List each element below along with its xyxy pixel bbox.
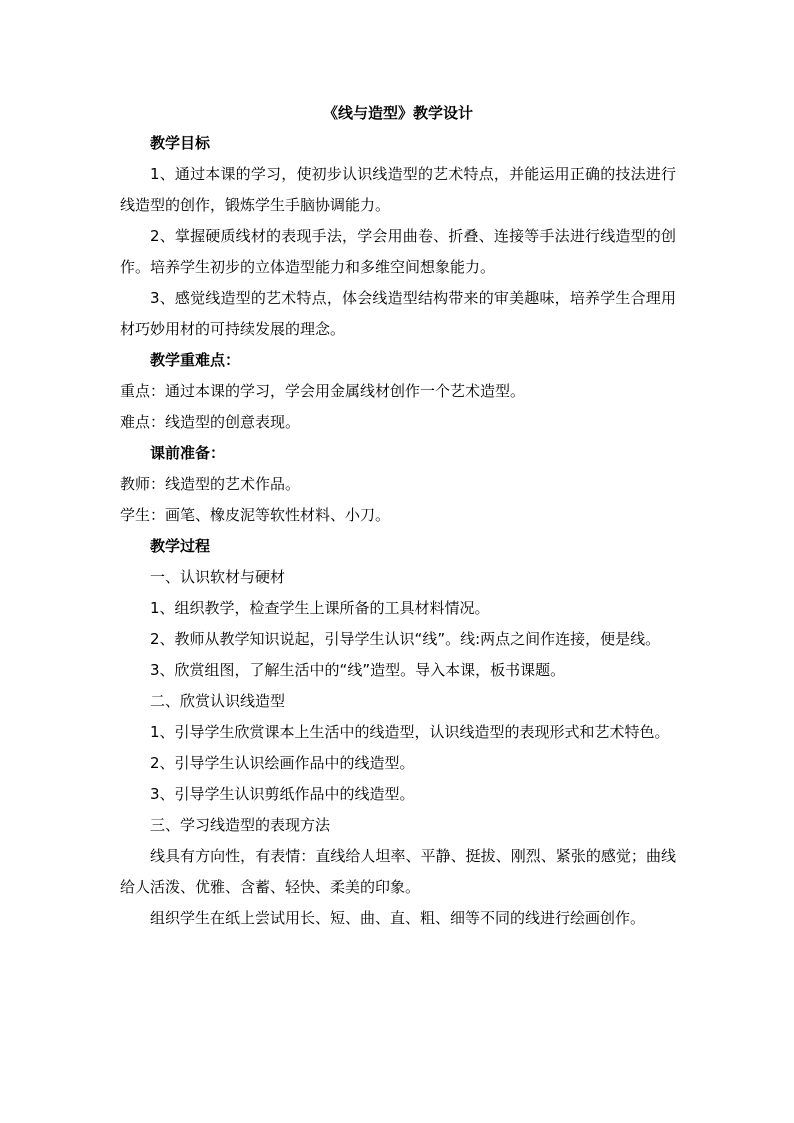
goal-item-3: 3、感觉线造型的艺术特点，体会线造型结构带来的审美趣味，培养学生合理用材巧妙用材的可持续发展的理念。 xyxy=(120,289,676,338)
key-point: 重点：通过本课的学习，学会用金属线材创作一个艺术造型。 xyxy=(120,382,526,400)
document-title: 《线与造型》教学设计 xyxy=(322,104,473,122)
part-1-item-2: 2、教师从教学知识说起，引导学生认识“线”。线:两点之间作连接，便是线。 xyxy=(150,630,661,648)
part-3-heading: 三、学习线造型的表现方法 xyxy=(150,816,331,834)
goal-item-2: 2、掌握硬质线材的表现手法，学会用曲卷、折叠、连接等手法进行线造型的创作。培养学生初步的立体造型能力和多维空间想象能力。 xyxy=(120,227,676,276)
process-heading: 教学过程 xyxy=(150,537,211,555)
goal-item-1: 1、通过本课的学习，使初步认识线造型的艺术特点，并能运用正确的技法进行线造型的创作，锻炼学生手脑协调能力。 xyxy=(120,165,676,214)
prep-student: 学生：画笔、橡皮泥等软性材料、小刀。 xyxy=(120,506,391,524)
difficult-point: 难点：线造型的创意表现。 xyxy=(120,413,301,431)
prep-heading: 课前准备： xyxy=(150,444,226,462)
part-2-item-1: 1、引导学生欣赏课本上生活中的线造型，认识线造型的表现形式和艺术特色。 xyxy=(150,723,670,741)
key-points-heading: 教学重难点： xyxy=(150,351,241,369)
prep-teacher: 教师：线造型的艺术作品。 xyxy=(120,475,301,493)
part-1-item-1: 1、组织教学，检查学生上课所备的工具材料情况。 xyxy=(150,599,490,617)
part-2-item-2: 2、引导学生认识绘画作品中的线造型。 xyxy=(150,754,415,772)
part-1-heading: 一、认识软材与硬材 xyxy=(150,568,286,586)
goals-heading: 教学目标 xyxy=(150,134,211,152)
document-page xyxy=(120,98,676,934)
part-2-heading: 二、欣赏认识线造型 xyxy=(150,692,286,710)
part-1-item-3: 3、欣赏组图，了解生活中的“线”造型。导入本课，板书课题。 xyxy=(150,661,566,679)
part-2-item-3: 3、引导学生认识剪纸作品中的线造型。 xyxy=(150,785,415,803)
part-3-paragraph-2: 组织学生在纸上尝试用长、短、曲、直、粗、细等不同的线进行绘画创作。 xyxy=(150,909,646,927)
part-3-paragraph-1: 线具有方向性，有表情：直线给人坦率、平静、挺拔、刚烈、紧张的感觉；曲线给人活泼、优雅、含蓄、轻快、柔美的印象。 xyxy=(120,847,676,896)
